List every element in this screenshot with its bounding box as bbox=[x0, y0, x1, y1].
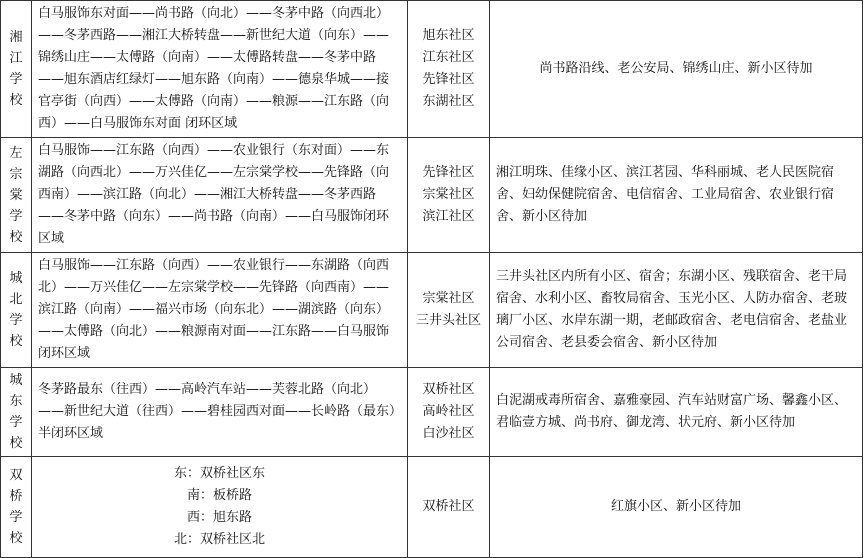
community-item: 高岭社区 bbox=[422, 404, 475, 419]
community-item: 旭东社区 bbox=[422, 28, 475, 43]
route-cell: 冬茅路最东（往西）——高岭汽车站——芙蓉北路（向北）——新世纪大道（往西）——碧桂园西对面——长岭路（最东）半闭环区域 bbox=[32, 368, 408, 457]
table-row bbox=[1, 368, 863, 457]
community-item: 先锋社区 bbox=[422, 72, 475, 87]
community-item: 宗棠社区 bbox=[422, 291, 475, 306]
school-name: 左宗棠学校 bbox=[9, 145, 23, 245]
estates-cell: 三井头社区内所有小区、宿舍；东湖小区、残联宿舍、老干局宿舍、水利小区、畜牧局宿舍、玉光小区、人防办宿舍、老玻璃厂小区、水岸东湖一期，老邮政宿舍、老电信宿舍、老盐业公司宿舍、老县委会宿舍、新小区待加 bbox=[490, 253, 863, 368]
community-item: 江东社区 bbox=[422, 50, 475, 65]
estates-cell: 白泥湖戒毒所宿舍、嘉雅豪园、汽车站财富广场、馨鑫小区、君临壹方城、尚书府、御龙湾、状元府、新小区待加 bbox=[490, 368, 863, 457]
community-cell bbox=[408, 457, 490, 558]
community-cell bbox=[408, 368, 490, 457]
table-row bbox=[1, 138, 863, 253]
school-name: 城东学校 bbox=[9, 373, 23, 451]
route-cell: 白马服饰——江东路（向西）——农业银行——东湖路（向西北）——万兴佳亿——左宗棠学校——先锋路（向西南）——滨江路（向南）——福兴市场（向东北）——湖滨路（向东）——太傅路（向北）——粮源南对面——江东路——白马服饰闭环区域 bbox=[32, 253, 408, 368]
community-item: 滨江社区 bbox=[422, 209, 475, 224]
community-cell bbox=[408, 138, 490, 253]
school-name-cell bbox=[1, 1, 32, 138]
table-row bbox=[1, 253, 863, 368]
community-item: 先锋社区 bbox=[422, 165, 475, 180]
estates-cell: 红旗小区、新小区待加 bbox=[490, 457, 863, 558]
school-name-cell bbox=[1, 457, 32, 558]
route-cell bbox=[32, 457, 408, 558]
community-item: 白沙社区 bbox=[422, 426, 475, 441]
boundary-line: 南：板桥路 bbox=[186, 488, 252, 503]
community-cell bbox=[408, 1, 490, 138]
table-row bbox=[1, 1, 863, 138]
community-item: 东湖社区 bbox=[422, 94, 475, 109]
route-cell: 白马服饰——江东路（向西）——农业银行（东对面）——东湖路（向西北）——万兴佳亿——左宗棠学校——先锋路（向西南）——滨江路（向北）——湘江大桥转盘——冬茅西路——冬茅中路（向东）——尚书路（向南）——白马服饰闭环区域 bbox=[32, 138, 408, 253]
school-name: 城北学校 bbox=[9, 271, 23, 349]
school-name-cell bbox=[1, 138, 32, 253]
community-item: 双桥社区 bbox=[422, 499, 475, 514]
table-row bbox=[1, 457, 863, 558]
boundary-line: 东：双桥社区东 bbox=[173, 466, 265, 481]
community-cell bbox=[408, 253, 490, 368]
estates-cell: 湘江明珠、佳缘小区、滨江茗园、华科丽城、老人民医院宿舍、妇幼保健院宿舍、电信宿舍、工业局宿舍、农业银行宿舍、新小区待加 bbox=[490, 138, 863, 253]
school-name-cell bbox=[1, 368, 32, 457]
community-item: 双桥社区 bbox=[422, 382, 475, 397]
route-cell: 白马服饰东对面——尚书路（向北）——冬茅中路（向西北）——冬茅西路——湘江大桥转盘——新世纪大道（向东）——锦绣山庄——太傅路（向南）——太傅路转盘——冬茅中路——旭东酒店红绿灯——旭东路（向南）——德泉华城——接官亭街（向西）——太傅路（向南）——粮源——江东路（向西）——白马服饰东对面 闭环区域 bbox=[32, 1, 408, 138]
boundary-line: 西：旭东路 bbox=[186, 510, 252, 525]
school-name-cell bbox=[1, 253, 32, 368]
estates-cell: 尚书路沿线、老公安局、锦绣山庄、新小区待加 bbox=[490, 1, 863, 138]
school-name: 双桥学校 bbox=[9, 468, 23, 546]
school-name: 湘江学校 bbox=[9, 30, 23, 108]
community-item: 三井头社区 bbox=[415, 313, 481, 328]
community-item: 宗棠社区 bbox=[422, 187, 475, 202]
boundary-line: 北：双桥社区北 bbox=[173, 532, 265, 547]
